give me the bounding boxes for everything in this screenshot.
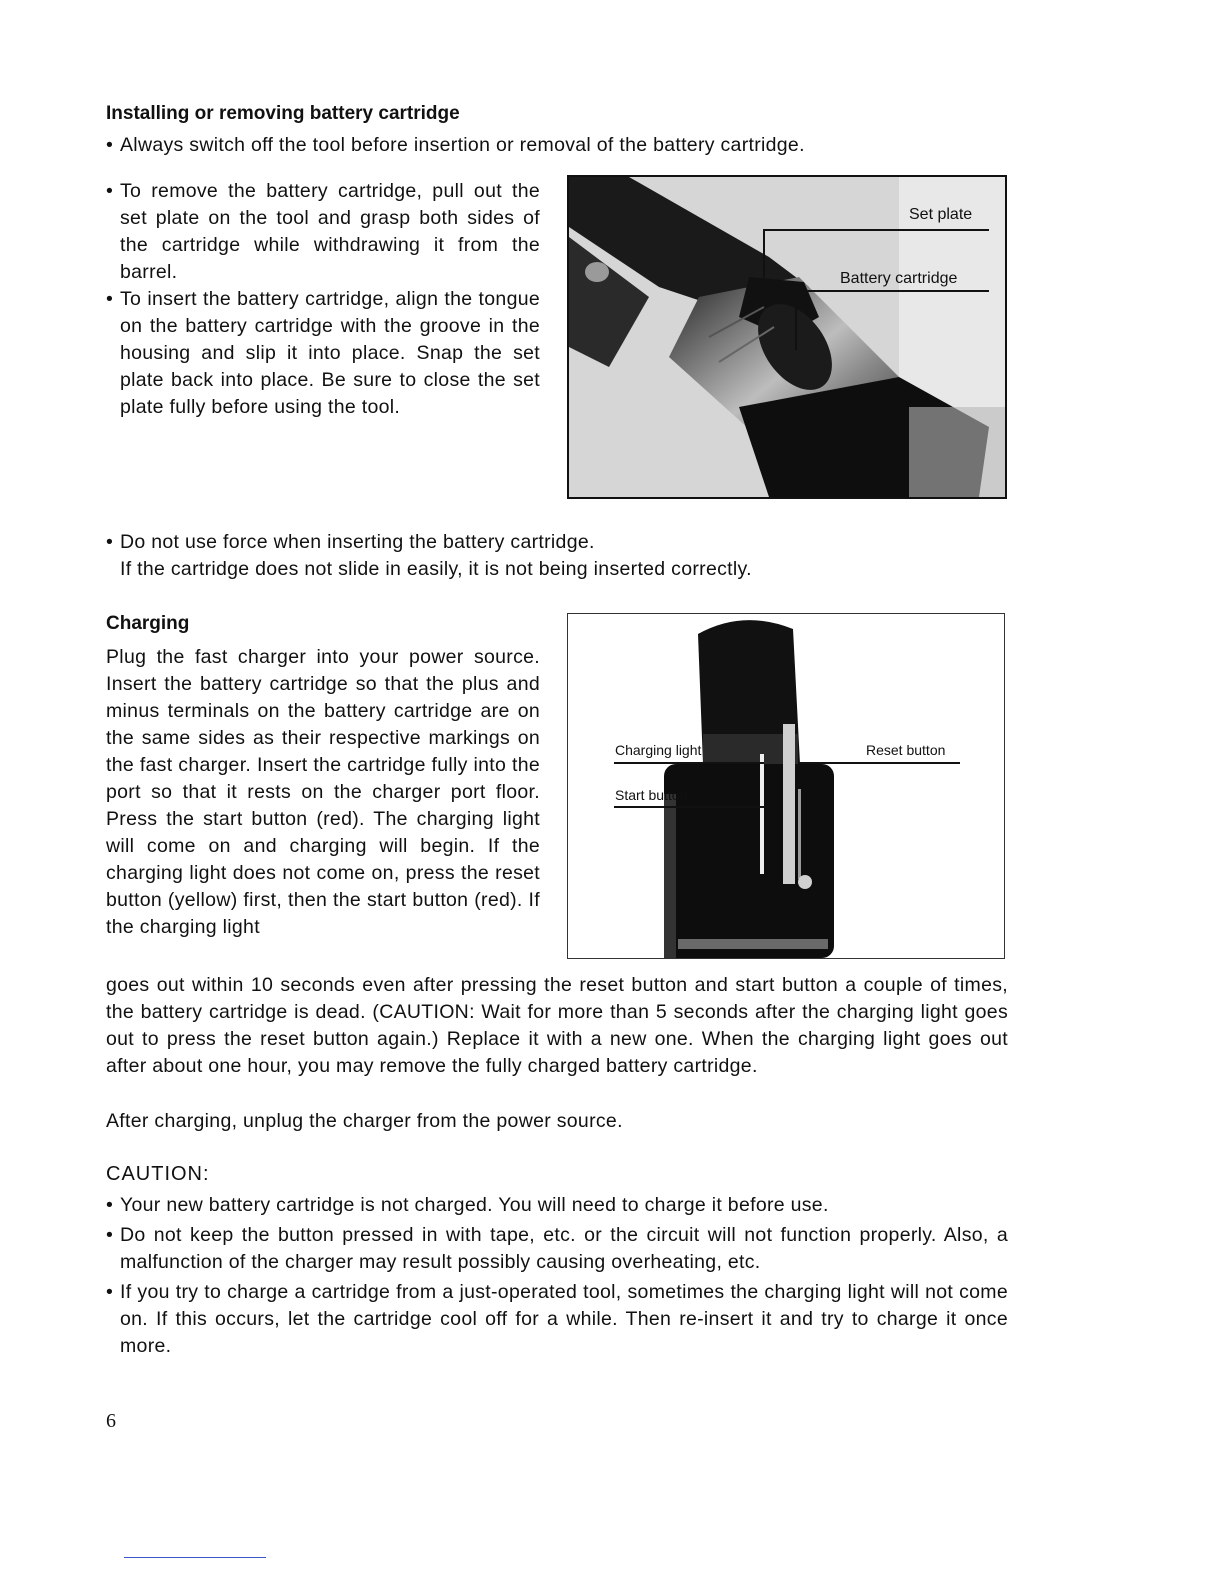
reset-button-leader-line <box>798 762 960 764</box>
section-heading-charging: Charging <box>106 613 190 634</box>
force-note-line1: Do not use force when inserting the battery cartridge. <box>120 531 595 553</box>
set-plate-leader-drop <box>763 229 765 299</box>
charger-photo <box>567 613 1005 959</box>
start-button-label: Start button <box>615 787 688 803</box>
caution-item-text: Your new battery cartridge is not charged. You will need to charge it before use. <box>120 1194 829 1216</box>
caution-item-text: Do not keep the button pressed in with tape, etc. or the circuit will not function properly. Also, a malfunction of the charger may result possibly causing overheating, etc. <box>120 1224 1008 1273</box>
charging-light-label: Charging light <box>615 742 702 758</box>
bullet-dot: • <box>106 1224 114 1246</box>
list-item <box>106 1192 1008 1219</box>
charger-illustration <box>568 614 1004 958</box>
page-number: 6 <box>106 1410 116 1432</box>
list-item-text: To remove the battery cartridge, pull out the set plate on the tool and grasp both sides of the cartridge while withdrawing it from the barrel. <box>120 180 540 283</box>
charging-light-leader-line <box>614 762 764 764</box>
after-charging-text: After charging, unplug the charger from the power source. <box>106 1110 623 1132</box>
set-plate-leader-line <box>763 229 989 231</box>
start-button-leader-line <box>614 806 764 808</box>
list-item <box>106 1222 1008 1276</box>
force-note-line2: If the cartridge does not slide in easily, it is not being inserted correctly. <box>120 558 752 580</box>
list-item <box>106 286 540 421</box>
install-bullet-list <box>106 178 540 421</box>
list-item <box>106 1279 1008 1360</box>
bullet-dot: • <box>106 1281 114 1303</box>
bullet-dot: • <box>106 180 114 202</box>
intro-bullet <box>106 132 926 159</box>
charging-text-wrapped: Plug the fast charger into your power source. Insert the battery cartridge so that the plus and minus terminals on the battery cartridge are on the same sides as their respective markings on the fast charger. Insert the cartridge fully into the port so that it rests on the charger port floor. Press the start button (red). The charging light will come on and charging will begin. If the charging light does not come on, press the reset button (yellow) first, then the start button (red). If the charging light <box>106 646 540 938</box>
caution-title: CAUTION: <box>106 1163 210 1185</box>
set-plate-label: Set plate <box>909 206 973 223</box>
bullet-dot: • <box>106 1194 114 1216</box>
force-note <box>106 529 1006 583</box>
intro-bullet-text: Always switch off the tool before insertion or removal of the battery cartridge. <box>120 134 805 156</box>
battery-cartridge-leader-line <box>795 290 989 292</box>
battery-install-illustration <box>569 177 1005 497</box>
reset-button-label: Reset button <box>866 742 946 758</box>
caution-item-text: If you try to charge a cartridge from a just-operated tool, sometimes the charging light will not come on. If this occurs, let the cartridge cool off for a while. Then re-insert it and try to charge it once more. <box>120 1281 1008 1357</box>
list-item <box>106 178 540 286</box>
list-item-text: To insert the battery cartridge, align the tongue on the battery cartridge with the groove in the housing and slip it into place. Snap the set plate back into place. Be sure to close the set plate fully before using the tool. <box>120 288 540 418</box>
section-heading-install: Installing or removing battery cartridge <box>106 103 460 124</box>
bullet-dot: • <box>106 531 114 553</box>
bullet-dot: • <box>106 288 114 310</box>
battery-cartridge-label: Battery cartridge <box>840 270 958 287</box>
battery-install-photo <box>567 175 1007 499</box>
bullet-dot: • <box>106 134 114 156</box>
caution-list <box>106 1192 1008 1360</box>
charging-text-full: goes out within 10 seconds even after pressing the reset button and start button a couple of times, the battery cartridge is dead. (CAUTION: Wait for more than 5 seconds after the charging light goes out to press the reset button again.) Replace it with a new one. When the charging light goes out after about one hour, you may remove the fully charged battery cartridge. <box>106 974 1008 1077</box>
battery-cartridge-leader-drop <box>795 290 797 350</box>
footer-line <box>124 1557 266 1558</box>
